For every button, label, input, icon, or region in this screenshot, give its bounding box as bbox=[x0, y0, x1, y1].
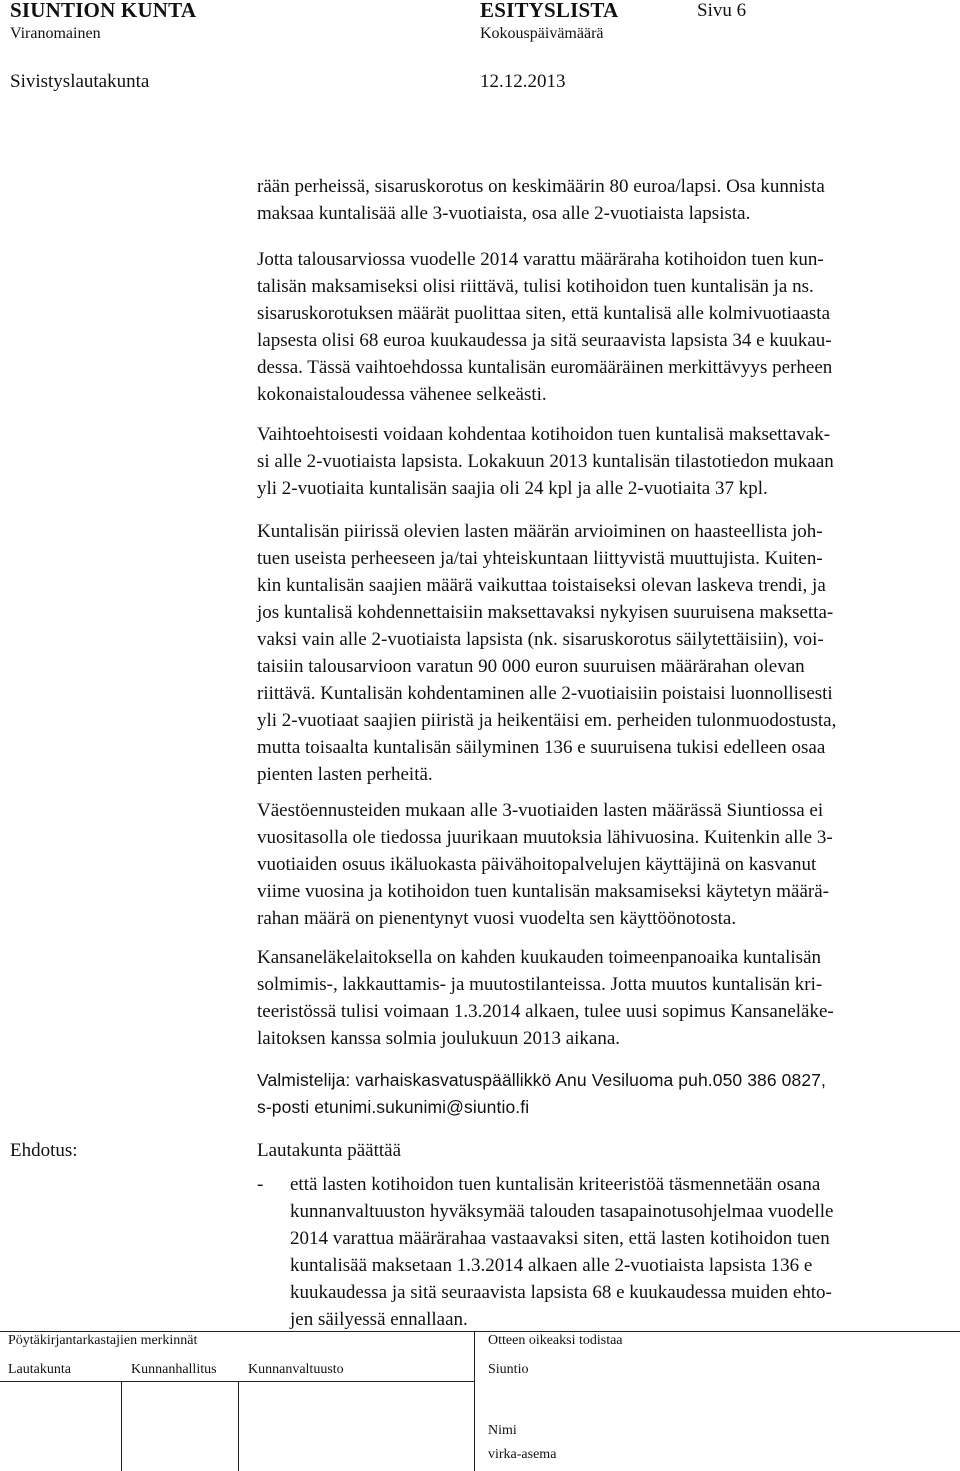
proposal-label: Ehdotus: bbox=[10, 1140, 78, 1161]
text-line: Kansaneläkelaitoksella on kahden kuukauden toimeenpanoaika kuntalisän bbox=[257, 947, 822, 968]
text-line: rahan määrä on pienentynyt vuosi vuodelta sen käyttöönotosta. bbox=[257, 908, 737, 929]
text-line: s-posti etunimi.sukunimi@siuntio.fi bbox=[257, 1097, 530, 1117]
footer-col-council: Kunnanvaltuusto bbox=[248, 1362, 344, 1377]
document-type: ESITYSLISTA bbox=[480, 0, 619, 22]
meeting-date-label: Kokouspäivämäärä bbox=[480, 25, 604, 42]
text-line: maksaa kuntalisää alle 3-vuotiaista, osa alle 2-vuotiaista lapsista. bbox=[257, 203, 751, 224]
paragraph-1 bbox=[257, 173, 947, 227]
org-name: SIUNTION KUNTA bbox=[10, 0, 197, 22]
text-line: vaksi vain alle 2-vuotiaista lapsista (nk. sisaruskorotus säilytettäisiin), voi- bbox=[257, 629, 824, 650]
text-line: kuukaudessa ja sitä seuraavista lapsista 68 e kuukaudessa muiden ehto- bbox=[290, 1282, 832, 1303]
decision-bullet: - bbox=[257, 1174, 264, 1195]
reviewer-notes-title: Pöytäkirjantarkastajien merkinnät bbox=[8, 1333, 198, 1348]
certified-title: virka-asema bbox=[488, 1447, 557, 1462]
text-line: yli 2-vuotiaita kuntalisän saajia oli 24 kpl ja alle 2-vuotiaita 37 kpl. bbox=[257, 478, 768, 499]
paragraph-6 bbox=[257, 944, 947, 1052]
text-line: vuositasolla ole tiedossa juurikaan muutoksia lähivuosina. Kuitenkin alle 3- bbox=[257, 827, 833, 848]
text-line: kuntalisää maksetaan 1.3.2014 alkaen alle 2-vuotiaista lapsista 136 e bbox=[290, 1255, 813, 1276]
text-line: rään perheissä, sisaruskorotus on keskimäärin 80 euroa/lapsi. Osa kunnista bbox=[257, 176, 825, 197]
preparer-label: Viranomainen bbox=[10, 25, 101, 42]
text-line: Jotta talousarviossa vuodelle 2014 varattu määräraha kotihoidon tuen kun- bbox=[257, 249, 824, 270]
paragraph-5 bbox=[257, 797, 947, 932]
paragraph-3 bbox=[257, 421, 947, 502]
paragraph-2 bbox=[257, 246, 947, 408]
footer-divider bbox=[474, 1331, 475, 1471]
text-line: laitoksen kanssa solmia joulukuun 2013 aikana. bbox=[257, 1028, 621, 1049]
text-line: dessa. Tässä vaihtoehdossa kuntalisän euromääräinen merkittävyys perheen bbox=[257, 357, 833, 378]
text-line: kin kuntalisän saajien määrä vaikuttaa toistaiseksi olevan laskeva trendi, ja bbox=[257, 575, 826, 596]
text-line: lapsesta olisi 68 euroa kuukaudessa ja sitä seuraavista lapsista 34 e kuukau- bbox=[257, 330, 832, 351]
text-line: kokonaistaloudessa vähenee selkeästi. bbox=[257, 384, 547, 405]
text-line: 2014 varattua määrärahaa vastaavaksi siten, että lasten kotihoidon tuen bbox=[290, 1228, 830, 1249]
paragraph-4 bbox=[257, 518, 947, 788]
text-line: riittävä. Kuntalisän kohdentaminen alle 2-vuotiaisiin poistaisi luonnollisesti bbox=[257, 683, 833, 704]
decision-text bbox=[290, 1171, 940, 1333]
text-line: tuen useista perheeseen ja/tai yhteiskuntaan liittyvistä muuttujista. Kuiten- bbox=[257, 548, 823, 569]
text-line: kunnanvaltuuston hyväksymää talouden tasapainotusohjelmaa vuodelle bbox=[290, 1201, 834, 1222]
text-line: jos kuntalisä kohdennettaisiin maksettavaksi nykyisen suuruisena maksetta- bbox=[257, 602, 834, 623]
decision-heading: Lautakunta päättää bbox=[257, 1140, 402, 1161]
text-line: jen säilyessä ennallaan. bbox=[290, 1309, 468, 1330]
text-line: viime vuosina ja kotihoidon tuen kuntalisän maksamiseksi käytetyn määrä- bbox=[257, 881, 829, 902]
text-line: vuotiaiden osuus ikäluokasta päivähoitopalvelujen käyttäjinä on kasvanut bbox=[257, 854, 817, 875]
text-line: solmimis-, lakkauttamis- ja muutostilanteissa. Jotta muutos kuntalisän kri- bbox=[257, 974, 823, 995]
text-line: Vaihtoehtoisesti voidaan kohdentaa kotihoidon tuen kuntalisä maksettavak- bbox=[257, 424, 831, 445]
text-line: talisän maksamiseksi olisi riittävä, tulisi kotihoidon tuen kuntalisän ja ns. bbox=[257, 276, 814, 297]
footer-top-border bbox=[0, 1331, 960, 1332]
footer-row-border bbox=[0, 1381, 474, 1382]
text-line: pienten lasten perheitä. bbox=[257, 764, 433, 785]
text-line: Valmistelija: varhaiskasvatuspäällikkö Anu Vesiluoma puh.050 386 0827, bbox=[257, 1070, 826, 1090]
text-line: teeristössä tulisi voimaan 1.3.2014 alkaen, tulee uusi sopimus Kansaneläke- bbox=[257, 1001, 834, 1022]
page-number: Sivu 6 bbox=[697, 0, 747, 21]
text-line: yli 2-vuotiaat saajien piiristä ja heikentäisi em. perheiden tulonmuodostusta, bbox=[257, 710, 837, 731]
preparer-info bbox=[257, 1067, 947, 1121]
footer-col-divider bbox=[121, 1381, 122, 1471]
text-line: että lasten kotihoidon tuen kuntalisän kriteeristöä täsmennetään osana bbox=[290, 1174, 821, 1195]
text-line: Väestöennusteiden mukaan alle 3-vuotiaiden lasten määrässä Siuntiossa ei bbox=[257, 800, 824, 821]
meeting-date: 12.12.2013 bbox=[480, 71, 566, 92]
footer-col-board: Lautakunta bbox=[8, 1362, 71, 1377]
text-line: Kuntalisän piirissä olevien lasten määrän arvioiminen on haasteellista joh- bbox=[257, 521, 823, 542]
text-line: si alle 2-vuotiaista lapsista. Lokakuun 2013 kuntalisän tilastotiedon mukaan bbox=[257, 451, 834, 472]
text-line: taisiin talousarvioon varatun 90 000 euron suuruisen määrärahan olevan bbox=[257, 656, 805, 677]
text-line: mutta toisaalta kuntalisän säilyminen 136 e suuruisena tukisi edelleen osaa bbox=[257, 737, 826, 758]
footer-col-municipal-board: Kunnanhallitus bbox=[131, 1362, 217, 1377]
board-name: Sivistyslautakunta bbox=[10, 71, 150, 92]
text-line: sisaruskorotuksen määrät puolittaa siten, että kuntalisä alle kolmivuotiaasta bbox=[257, 303, 831, 324]
certified-copy-title: Otteen oikeaksi todistaa bbox=[488, 1333, 623, 1348]
certified-place: Siuntio bbox=[488, 1362, 529, 1377]
footer-col-divider bbox=[238, 1381, 239, 1471]
certified-name: Nimi bbox=[488, 1423, 517, 1438]
footer-table bbox=[0, 1331, 960, 1471]
